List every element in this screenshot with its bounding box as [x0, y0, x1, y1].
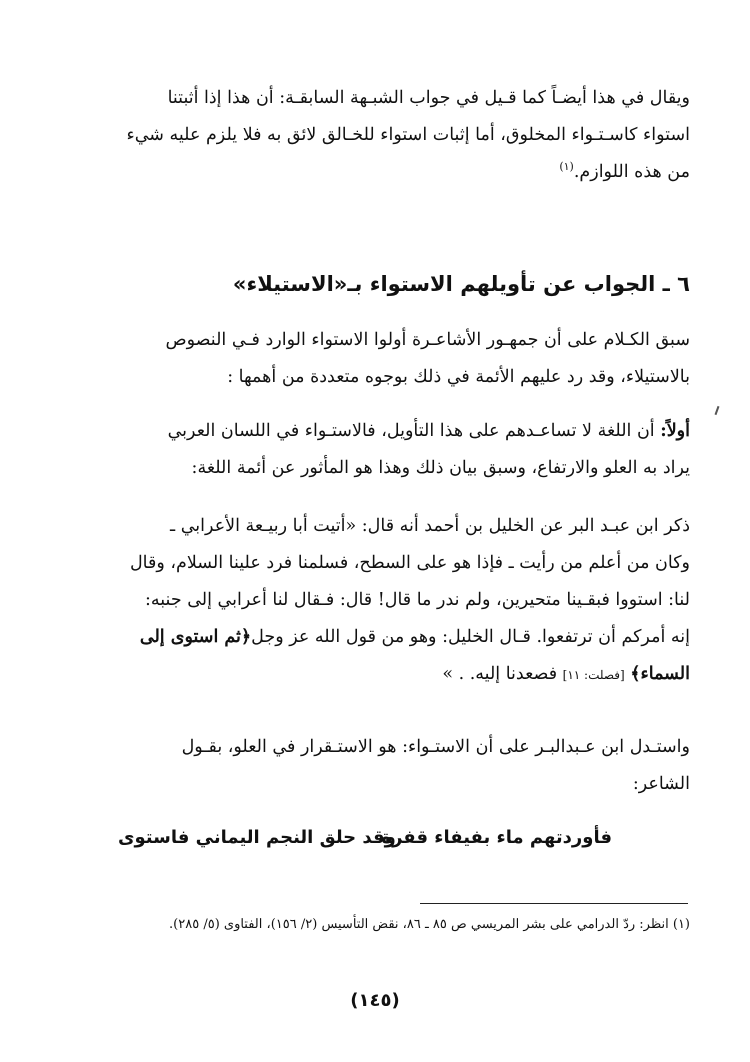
- page-number: (١٤٥): [350, 990, 400, 1011]
- paragraph-4-line5-text: فصعدنا إليه. . »: [442, 664, 563, 684]
- footnote-separator: [420, 903, 688, 904]
- paragraph-4-line: [58, 619, 690, 656]
- paragraph-5: [58, 729, 690, 803]
- quran-reference: [فصلت: ١١]: [562, 668, 625, 682]
- paragraph-5-line: واستـدل ابن عـبدالبـر على أن الاستـواء: هو الاستـقرار في العلو، بقـول: [181, 737, 690, 757]
- verse-first-hemistich: فأوردتهم ماء بفيفاء قفرة: [381, 827, 612, 848]
- paragraph-3: [58, 413, 690, 487]
- paragraph-2: [58, 322, 690, 396]
- paragraph-5-line: الشاعر:: [632, 774, 690, 794]
- paragraph-4-line: ذكر ابن عبـد البر عن الخليل بن أحمد أنه قال: «أتيت أبا ربيـعة الأعرابي ـ: [170, 516, 690, 536]
- paragraph-4-line4-text: إنه أمركم أن ترتفعوا. قـال الخليل: وهو من قول الله عز وجل: [251, 627, 690, 647]
- quran-quote-end: السماء﴾: [630, 664, 690, 684]
- paragraph-1-line: [58, 154, 690, 191]
- paragraph-3-line: [58, 413, 690, 450]
- paragraph-3-line1-text: أن اللغة لا تساعـدهم على هذا التأويل، فالاستـواء في اللسان العربي: [167, 421, 661, 441]
- section-heading: ٦ ـ الجواب عن تأويلهم الاستواء بـ«الاستيلاء»: [232, 272, 690, 296]
- paragraph-2-line: بالاستيلاء، وقد رد عليهم الأئمة في ذلك بوجوه متعددة من أهمها :: [227, 367, 690, 387]
- paragraph-1: [58, 80, 690, 191]
- paragraph-1-line: استواء كاسـتـواء المخلوق، أما إثبات استواء للخـالق لائق به فلا يلزم عليه شيء: [126, 125, 690, 145]
- paragraph-4-line: وكان من أعلم من رأيت ـ فإذا هو على السطح، فسلمنا فرد علينا السلام، وقال: [129, 553, 690, 573]
- paragraph-3-line: يراد به العلو والارتفاع، وسبق بيان ذلك وهذا هو المأثور عن أئمة اللغة:: [191, 458, 690, 478]
- paragraph-1-last-text: من هذه اللوازم.: [573, 162, 690, 182]
- quran-quote-start: ﴿ثم استوى إلى: [139, 627, 252, 647]
- poetry-verse: [100, 818, 640, 858]
- paragraph-1-line: ويقال في هذا أيضـاً كما قـيل في جواب الشبـهة السابقـة: أن هذا إذا أثبتنا: [167, 88, 690, 108]
- paragraph-2-line: سبق الكـلام على أن جمهـور الأشاعـرة أولوا الاستواء الوارد فـي النصوص: [165, 330, 690, 350]
- paragraph-4-line: [58, 656, 690, 693]
- paragraph-4-line: لنا: استووا فبقـينا متحيرين، ولم ندر ما قال! قال: فـقال لنا أعرابي إلى جنبه:: [144, 590, 690, 610]
- paragraph-4: [58, 508, 690, 693]
- margin-mark: [715, 406, 720, 415]
- verse-second-hemistich: وقد حلق النجم اليماني فاستوى: [118, 827, 396, 848]
- paragraph-3-lead: أولاً:: [660, 421, 690, 441]
- footnote-marker: (١): [559, 160, 574, 174]
- footnote: (١) انظر: ردّ الدرامي على بشر المريسي ص ٨٥ ـ ٨٦، نقض التأسيس (٢/ ١٥٦)، الفتاوى (٥/ ٢٨٥).: [169, 917, 690, 932]
